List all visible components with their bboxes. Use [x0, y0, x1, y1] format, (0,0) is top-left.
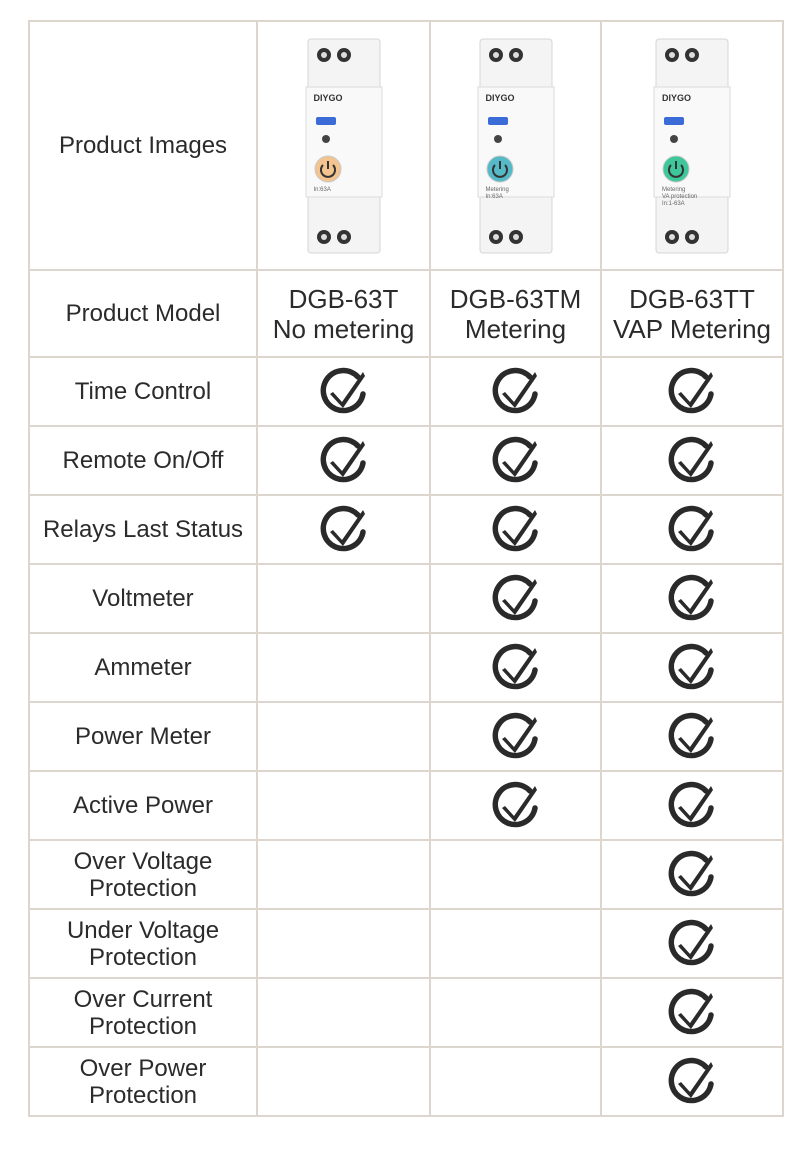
support-cell: [601, 495, 783, 564]
rating-line: In:63A: [313, 186, 331, 193]
feature-row: [29, 357, 783, 426]
feature-row: [29, 840, 783, 909]
feature-row: [29, 771, 783, 840]
support-cell: [601, 909, 783, 978]
model-variant: VAP Metering: [612, 313, 771, 344]
feature-label: [29, 357, 257, 426]
rating-line: In:63A: [485, 193, 503, 200]
support-cell: [430, 1047, 601, 1116]
model-variant: No metering: [272, 313, 415, 344]
breaker-drawing: [302, 37, 386, 255]
feature-label-line: Protection: [88, 943, 198, 971]
support-cell: [257, 495, 430, 564]
rating-text: [486, 187, 509, 201]
support-cell: [430, 564, 601, 633]
support-cell: [430, 771, 601, 840]
rating-text: [662, 187, 697, 208]
feature-label-line: Relays Last Status: [42, 516, 244, 543]
model-name: DGB-63TM: [449, 283, 582, 314]
feature-row: [29, 702, 783, 771]
brand-logo: DIYGO: [485, 92, 515, 103]
row-label: Product Images: [29, 21, 257, 270]
support-cell: [257, 702, 430, 771]
feature-label-line: Active Power: [72, 792, 214, 819]
check-circle-icon: [602, 366, 782, 418]
feature-label-line: Over Voltage: [73, 847, 213, 875]
feature-label-line: Protection: [88, 1012, 198, 1040]
feature-label-line: Remote On/Off: [62, 447, 224, 474]
feature-label: [29, 495, 257, 564]
feature-label: [29, 426, 257, 495]
check-circle-icon: [258, 366, 429, 418]
model-cell: [430, 270, 601, 357]
feature-label: [29, 909, 257, 978]
check-circle-icon: [602, 573, 782, 625]
support-cell: [430, 702, 601, 771]
support-cell: [601, 771, 783, 840]
check-circle-icon: [431, 435, 600, 487]
feature-row: [29, 495, 783, 564]
support-cell: [257, 564, 430, 633]
feature-label-line: Ammeter: [94, 654, 192, 681]
support-cell: [257, 357, 430, 426]
feature-label: [29, 564, 257, 633]
check-circle-icon: [602, 849, 782, 901]
support-cell: [257, 426, 430, 495]
feature-label-line: Over Power: [79, 1054, 207, 1082]
feature-row: [29, 633, 783, 702]
check-circle-icon: [431, 780, 600, 832]
check-circle-icon: [431, 642, 600, 694]
row-label: Product Model: [29, 270, 257, 357]
feature-label-line: Over Current: [73, 985, 213, 1013]
support-cell: [430, 426, 601, 495]
brand-logo: DIYGO: [662, 92, 692, 103]
feature-row: [29, 1047, 783, 1116]
feature-label-line: Voltmeter: [92, 585, 194, 612]
support-cell: [430, 633, 601, 702]
support-cell: [601, 633, 783, 702]
feature-label-line: Under Voltage: [66, 916, 220, 944]
support-cell: [601, 1047, 783, 1116]
check-circle-icon: [431, 504, 600, 556]
product-image: [302, 37, 386, 255]
support-cell: [601, 702, 783, 771]
model-name: DGB-63T: [288, 283, 399, 314]
check-circle-icon: [431, 366, 600, 418]
feature-label: [29, 702, 257, 771]
rating-line: Metering: [485, 186, 509, 193]
feature-row: [29, 978, 783, 1047]
check-circle-icon: [602, 435, 782, 487]
support-cell: [257, 633, 430, 702]
support-cell: [430, 909, 601, 978]
feature-label-line: Time Control: [74, 378, 212, 405]
feature-row: [29, 909, 783, 978]
model-name: DGB-63TT: [629, 283, 755, 314]
product-image-cell: [257, 21, 430, 270]
feature-row: [29, 564, 783, 633]
support-cell: [430, 495, 601, 564]
feature-label: [29, 633, 257, 702]
feature-row: [29, 426, 783, 495]
rating-line: VA protection: [662, 193, 698, 200]
model-variant: Metering: [464, 313, 567, 344]
product-image-cell: [601, 21, 783, 270]
product-image: [474, 37, 558, 255]
check-circle-icon: [602, 780, 782, 832]
check-circle-icon: [602, 987, 782, 1039]
feature-label-line: Protection: [88, 1081, 198, 1109]
check-circle-icon: [258, 435, 429, 487]
support-cell: [257, 840, 430, 909]
check-circle-icon: [431, 711, 600, 763]
support-cell: [430, 978, 601, 1047]
feature-label: [29, 1047, 257, 1116]
support-cell: [601, 357, 783, 426]
support-cell: [257, 978, 430, 1047]
support-cell: [430, 840, 601, 909]
feature-label: [29, 771, 257, 840]
check-circle-icon: [602, 1056, 782, 1108]
check-circle-icon: [431, 573, 600, 625]
feature-label: [29, 840, 257, 909]
support-cell: [601, 978, 783, 1047]
breaker-drawing: [650, 37, 734, 255]
support-cell: [257, 771, 430, 840]
product-model-row: [29, 270, 783, 357]
support-cell: [257, 1047, 430, 1116]
feature-label-line: Protection: [88, 874, 198, 902]
model-cell: [257, 270, 430, 357]
check-circle-icon: [602, 504, 782, 556]
support-cell: [601, 840, 783, 909]
rating-text: [314, 187, 331, 194]
support-cell: [257, 909, 430, 978]
support-cell: [601, 564, 783, 633]
product-image-cell: [430, 21, 601, 270]
support-cell: [430, 357, 601, 426]
product-image: [650, 37, 734, 255]
breaker-drawing: [474, 37, 558, 255]
rating-line: In:1-63A: [662, 200, 685, 207]
feature-label-line: Power Meter: [74, 723, 212, 750]
check-circle-icon: [258, 504, 429, 556]
product-images-row: [29, 21, 783, 270]
check-circle-icon: [602, 711, 782, 763]
brand-logo: DIYGO: [313, 92, 343, 103]
comparison-table: [28, 20, 784, 1117]
support-cell: [601, 426, 783, 495]
check-circle-icon: [602, 642, 782, 694]
rating-line: Metering: [662, 186, 686, 193]
feature-label: [29, 978, 257, 1047]
check-circle-icon: [602, 918, 782, 970]
model-cell: [601, 270, 783, 357]
